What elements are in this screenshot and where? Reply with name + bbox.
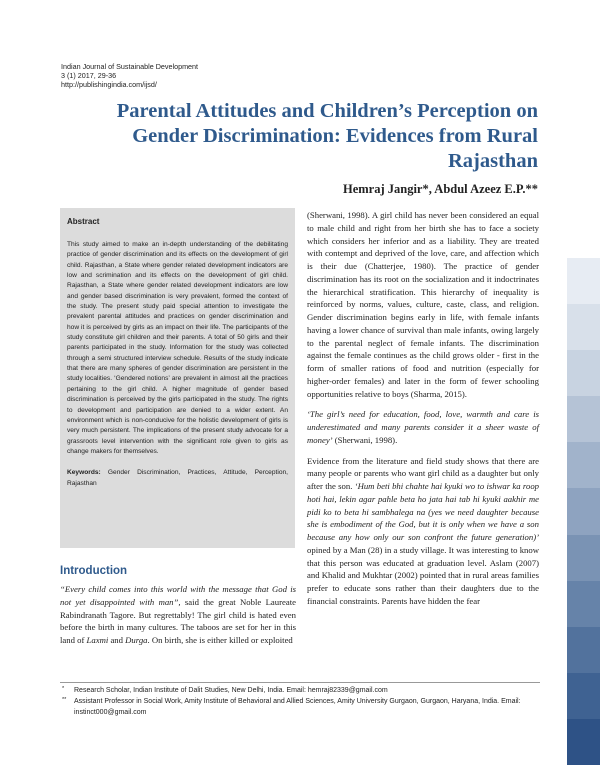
introduction-body xyxy=(60,583,296,647)
tagore-quote: “Every child comes into this world with the message that God is not yet disappointed with man”, xyxy=(60,584,296,607)
side-strip-band xyxy=(567,396,600,442)
laxmi: Laxmi xyxy=(86,635,109,645)
authors: Hemraj Jangir*, Abdul Azeez E.P.** xyxy=(342,182,538,196)
durga: Durga xyxy=(125,635,148,645)
side-strip-band xyxy=(567,258,600,304)
intro-text-b: . On birth, she is either killed or exploited xyxy=(147,635,293,645)
footnote-2 xyxy=(62,696,542,718)
side-strip-band xyxy=(567,488,600,534)
side-strip-band xyxy=(567,535,600,581)
side-strip-band xyxy=(567,581,600,627)
footnote-1-text: Research Scholar, Indian Institute of Dalit Studies, New Delhi, India. Email: hemraj82339@gmail.com xyxy=(74,687,388,694)
footnote-1 xyxy=(62,685,542,696)
side-strip-band xyxy=(567,304,600,350)
footnotes xyxy=(62,685,542,719)
right-quote-paragraph xyxy=(307,408,539,446)
journal-url[interactable]: http://publishingindia.com/ijsd/ xyxy=(61,80,157,89)
decorative-side-strip xyxy=(567,258,600,765)
keywords-list: Gender Discrimination, Practices, Attitude, Perception, Rajasthan xyxy=(67,469,288,487)
side-strip-band xyxy=(567,350,600,396)
footnote-2-text: Assistant Professor in Social Work, Amity Institute of Behavioral and Allied Sciences, Amity University Gurgaon, Gurgaon, Haryana, India. Email: instinct000@gmail.com xyxy=(74,698,521,717)
journal-issue: 3 (1) 2017, 29-36 xyxy=(61,71,117,80)
and-word: and xyxy=(108,635,126,645)
footnote-1-mark: * xyxy=(62,686,65,692)
paper-title: Parental Attitudes and Children’s Perception on Gender Discrimination: Evidences from Rural Rajasthan xyxy=(116,100,538,172)
side-strip-band xyxy=(567,673,600,719)
p3-hindi-quote: ‘Hum beti bhi chahte hai kyuki wo to ishwar ka roop hoti hai, lekin agar pahle beta ho jata hai tab hi kyuki aakhir me pidi ko to beta hi sambhalega na (yes we need daughter because she is embodiment of the God, but it is only when we have a son because any how only our son confront the future generation)’ xyxy=(307,481,540,542)
right-column xyxy=(307,209,539,608)
intro-text-a: said the great Noble Laureate Rabindranath Tagore. But regrettably! The girl child is hated even before the birth in many cultures. The taboos are set for her in this land of xyxy=(60,596,296,645)
footnote-divider xyxy=(60,682,540,683)
journal-name: Indian Journal of Sustainable Development xyxy=(61,62,199,71)
abstract-text: This study aimed to make an in-depth understanding of the debilitating practice of gender discrimination and its effects on the development of girl child. Rajasthan, a State where gender related development indicators are low and scrimination and its effects on the development of girl child. Rajasthan, a State where gender related development indicators are low and gender based discrimination is very prevalent, formed the context of the study. The present study paid special attention to investigate the prevalent parental attitudes and practices on gender discrimination and how it is perceived by girls as an impact on their life. The participants of the study constitute girl children and their parents. A total of 50 girls and their parents participated in the study. Information for the study was collected through a semi structured interview schedule. Results of the study indicate that there are many spheres of gender discrimination are persistent in the study localities. ‘Gendered notions’ are prevalent in almost all the practices pertaining to the girl child. A higher magnitude of gender based discrimination is perceived by the girls participated in the study. The rights to development and participation are denied to a wider extent. An environment which is non-conducive for the holistic development of girls is very much persistent. The implications of the present study advocate for a grassroots level intervention with the significant role given to girls as change makers for themselves. xyxy=(67,241,288,455)
side-strip-band xyxy=(567,719,600,765)
abstract-heading: Abstract xyxy=(67,217,100,226)
right-quote: ‘The girl’s need for education, food, love, warmth and care is underestimated and many parents consider it a sheer waste of money’ xyxy=(307,409,539,445)
side-strip-band xyxy=(567,442,600,488)
right-paragraph-3 xyxy=(307,455,539,608)
footnote-2-mark: ** xyxy=(62,697,67,704)
abstract-box xyxy=(60,208,295,548)
p3-text-b: opined by a Man (28) in a study village. It was interesting to know that this person was educated at graduation level. Aslam (2007) and Khalid and Mukhtar (2002) pointed that in rural areas families prefer to educate sons rather than their daughters due to the financial constraints. Parents have hidden the fear xyxy=(307,544,539,606)
right-paragraph-1: (Sherwani, 1998). A girl child has never been considered an equal to male child and right from her birth she has to face a society which considers her inferior and as a liability. They are treated with contempt and deprived of the love, care, and affection which is their due (Chatterjee, 1980). The practice of gender discrimination has its root on the socialization and it indoctrinates the hierarchical stratification. This hierarchy of inequality is reinforced by norms, values, culture, caste, class, and religion. Gender discrimination begins early in life, with female infants having a lower chance of survival than male infants, owing largely to the parental neglect of female infants. The discrimination against the female continues as the child grows older - first in the form of smaller rations of food and nutrition (especially for higher-order females) and later in the form of fewer schooling opportunities relative to boys (Sharma, 2015). xyxy=(307,210,539,399)
introduction-heading: Introduction xyxy=(60,565,128,577)
side-strip-band xyxy=(567,627,600,673)
right-quote-citation: (Sherwani, 1998). xyxy=(332,434,398,445)
journal-header xyxy=(61,62,198,89)
keywords-label: Keywords: xyxy=(67,469,101,477)
keywords xyxy=(67,468,288,489)
p3-text-a: Evidence from the literature and field study shows that there are many people or parents who want girl child as a daughter but only after the son. xyxy=(307,455,539,491)
